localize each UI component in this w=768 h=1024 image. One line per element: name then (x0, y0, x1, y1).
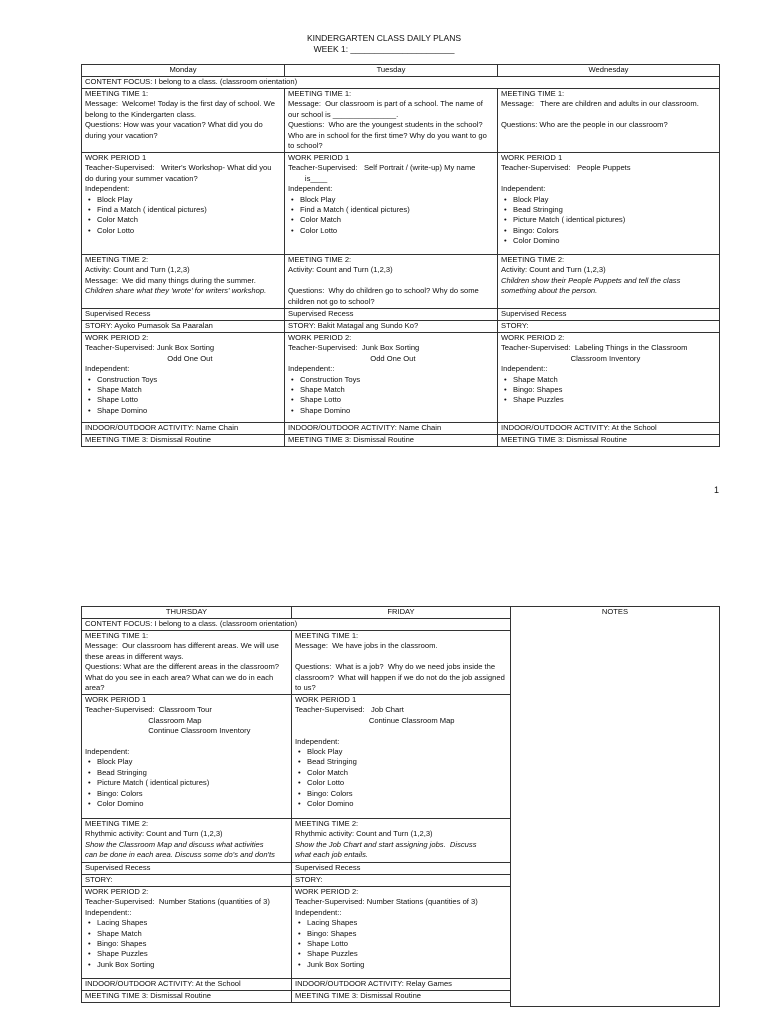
cell-line: area? (85, 683, 105, 693)
cell-line: Odd One Out (85, 353, 213, 363)
week-label: WEEK 1: ______________________ (313, 44, 455, 54)
cell-line: WORK PERIOD 2: (85, 887, 149, 896)
activity-item: • Color Lotto (85, 226, 281, 236)
cell-line: Message: We have jobs in the classroom. (295, 641, 438, 651)
activity-item: • Block Play (501, 195, 716, 205)
work-period-1-cell (285, 153, 498, 255)
meeting-time-2-cell (82, 255, 285, 309)
page-number: 1 (714, 485, 720, 495)
cell-line: Teacher-Supervised: People Puppets (501, 163, 631, 173)
meeting-time-2-cell (285, 255, 498, 309)
work-period-1-cell (292, 695, 511, 819)
activity-item: • Bingo: Colors (295, 789, 507, 799)
cell-line: WORK PERIOD 2: (288, 333, 352, 342)
indoor-outdoor-cell: INDOOR/OUTDOOR ACTIVITY: At the School (82, 979, 292, 991)
activity-item: • Shape Match (85, 929, 288, 939)
cell-line: Teacher-Supervised: Junk Box Sorting (288, 343, 420, 353)
activity-item: • Shape Lotto (288, 395, 494, 405)
activity-item: • Shape Lotto (295, 939, 507, 949)
activity-item: • Picture Match ( identical pictures) (85, 778, 288, 788)
cell-line: Message: Our classroom is part of a school. The name of (288, 99, 483, 109)
indoor-outdoor-cell: INDOOR/OUTDOOR ACTIVITY: Name Chain (285, 423, 498, 435)
cell-line: Continue Classroom Map (295, 715, 455, 725)
activity-list (85, 195, 281, 237)
cell-line: Independent: (85, 364, 130, 374)
cell-line: Teacher-Supervised: Number Stations (quantities of 3) (295, 897, 478, 907)
activity-item: • Shape Puzzles (295, 949, 507, 959)
activity-item: • Shape Domino (85, 406, 281, 416)
activity-list (295, 747, 507, 809)
activity-item: • Construction Toys (288, 375, 494, 385)
recess-cell: Supervised Recess (82, 309, 285, 321)
activity-item: • Color Match (85, 215, 281, 225)
document-title: KINDERGARTEN CLASS DAILY PLANS (307, 33, 461, 43)
cell-line: WORK PERIOD 2: (295, 887, 359, 896)
activity-item: • Shape Lotto (85, 395, 281, 405)
activity-item: • Bingo: Shapes (85, 939, 288, 949)
cell-line: Questions: Who are the youngest students in the school? (288, 120, 483, 130)
activity-item: • Shape Match (501, 375, 716, 385)
cell-italic-line: what each job entails. (295, 850, 369, 860)
cell-italic-line: something about the person. (501, 286, 598, 296)
cell-line: Independent: (295, 736, 340, 746)
cell-line: Activity: Count and Turn (1,2,3) (501, 265, 606, 275)
activity-list (85, 375, 281, 417)
cell-line: these areas in different ways. (85, 651, 184, 661)
cell-line: MEETING TIME 1: (295, 631, 359, 640)
cell-line: Continue Classroom Inventory (85, 726, 251, 736)
activity-item: • Color Match (295, 768, 507, 778)
activity-item: • Color Lotto (288, 226, 494, 236)
activity-item: • Color Domino (501, 236, 716, 246)
cell-line: Classroom Map (85, 715, 202, 725)
header-notes: NOTES (601, 607, 629, 616)
cell-italic-line: can be done in each area. Discuss some do's and don'ts (85, 850, 275, 860)
work-period-2-cell (498, 333, 720, 423)
meeting-time-2-cell (498, 255, 720, 309)
meeting-time-1-cell (82, 89, 285, 153)
cell-line: MEETING TIME 2: (85, 255, 149, 264)
recess-cell: Supervised Recess (82, 863, 292, 875)
cell-line (295, 652, 507, 662)
activity-item: • Find a Match ( identical pictures) (288, 205, 494, 215)
meeting-time-3-cell: MEETING TIME 3: Dismissal Routine (292, 991, 511, 1003)
work-period-2-cell (292, 887, 511, 979)
activity-item: • Bingo: Colors (85, 789, 288, 799)
activity-item: • Bead Stringing (85, 768, 288, 778)
work-period-1-cell (498, 153, 720, 255)
cell-line: Independent:: (501, 364, 548, 374)
cell-line: Activity: Count and Turn (1,2,3) (85, 265, 190, 275)
recess-cell: Supervised Recess (285, 309, 498, 321)
activity-list (288, 195, 494, 237)
cell-line: is____ (288, 173, 328, 183)
cell-line (501, 174, 716, 184)
activity-item: • Lacing Shapes (85, 918, 288, 928)
cell-line: Activity: Count and Turn (1,2,3) (288, 265, 393, 275)
cell-line: children not go to school? (288, 296, 375, 306)
activity-item: • Block Play (288, 195, 494, 205)
cell-line: to us? (295, 683, 316, 693)
meeting-time-1-cell (498, 89, 720, 153)
story-cell: STORY: Ayoko Pumasok Sa Paaralan (82, 321, 285, 333)
activity-list (501, 195, 716, 247)
cell-line: Teacher-Supervised: Job Chart (295, 705, 404, 715)
cell-line: Teacher-Supervised: Labeling Things in the Classroom (501, 343, 688, 353)
cell-line: Independent:: (288, 364, 335, 374)
indoor-outdoor-cell: INDOOR/OUTDOOR ACTIVITY: Name Chain (82, 423, 285, 435)
cell-italic-line: Children share what they 'wrote' for writers' workshop. (85, 286, 267, 296)
cell-line: Independent: (85, 184, 130, 194)
cell-line: Who are in school for the first time? Why do you want to go (288, 130, 487, 140)
header-thursday: THURSDAY (82, 607, 292, 619)
activity-list (85, 918, 288, 970)
page1-plan-table (81, 64, 720, 447)
header-tuesday: Tuesday (285, 65, 498, 77)
activity-item: • Block Play (85, 757, 288, 767)
activity-item: • Color Lotto (295, 778, 507, 788)
activity-item: • Shape Puzzles (85, 949, 288, 959)
cell-line: Questions: Who are the people in our classroom? (501, 120, 668, 130)
cell-italic-line: Children show their People Puppets and tell the class (501, 275, 681, 285)
cell-line: WORK PERIOD 1 (295, 695, 357, 704)
cell-line (85, 737, 288, 747)
meeting-time-3-cell: MEETING TIME 3: Dismissal Routine (498, 435, 720, 447)
activity-item: • Bead Stringing (501, 205, 716, 215)
cell-italic-line: Show the Job Chart and start assigning jobs. Discuss (295, 839, 477, 849)
activity-item: • Block Play (85, 195, 281, 205)
work-period-2-cell (82, 887, 292, 979)
cell-line: WORK PERIOD 1 (85, 695, 147, 704)
cell-line: Questions: What is a job? Why do we need jobs inside the (295, 662, 496, 672)
activity-item: • Picture Match ( identical pictures) (501, 215, 716, 225)
cell-line: Message: Welcome! Today is the first day of school. We (85, 99, 275, 109)
header-wednesday: Wednesday (498, 65, 720, 77)
activity-item: • Find a Match ( identical pictures) (85, 205, 281, 215)
header-monday: Monday (82, 65, 285, 77)
meeting-time-1-cell (285, 89, 498, 153)
cell-line: Rhythmic activity: Count and Turn (1,2,3) (295, 829, 433, 839)
cell-italic-line: Show the Classroom Map and discuss what activities (85, 839, 264, 849)
cell-line: to school? (288, 141, 323, 151)
cell-line: Independent: (85, 747, 130, 757)
activity-item: • Bead Stringing (295, 757, 507, 767)
activity-item: • Lacing Shapes (295, 918, 507, 928)
work-period-2-cell (285, 333, 498, 423)
cell-line: classroom? What will happen if we do not do the job assigned (295, 672, 505, 682)
work-period-2-cell (82, 333, 285, 423)
activity-list (288, 375, 494, 417)
cell-line: WORK PERIOD 1 (501, 153, 563, 162)
meeting-time-1-cell (82, 631, 292, 695)
cell-line: during your vacation? (85, 130, 158, 140)
meeting-time-1-cell (292, 631, 511, 695)
activity-item: • Junk Box Sorting (295, 960, 507, 970)
meeting-time-3-cell: MEETING TIME 3: Dismissal Routine (285, 435, 498, 447)
cell-line: MEETING TIME 2: (501, 255, 565, 264)
story-cell: STORY: Bakit Matagal ang Sundo Ko? (285, 321, 498, 333)
meeting-time-3-cell: MEETING TIME 3: Dismissal Routine (82, 991, 292, 1003)
activity-item: • Construction Toys (85, 375, 281, 385)
cell-line: MEETING TIME 2: (288, 255, 352, 264)
recess-cell: Supervised Recess (292, 863, 511, 875)
page2-plan-table (81, 606, 720, 1007)
work-period-1-cell (82, 695, 292, 819)
activity-list (85, 757, 288, 809)
activity-list (295, 918, 507, 970)
cell-line: WORK PERIOD 1 (85, 153, 147, 162)
indoor-outdoor-cell: INDOOR/OUTDOOR ACTIVITY: Relay Games (292, 979, 511, 991)
activity-list (501, 375, 716, 406)
activity-item: • Color Domino (295, 799, 507, 809)
cell-line: belong to the Kindergarten class. (85, 109, 197, 119)
activity-item: • Block Play (295, 747, 507, 757)
meeting-time-2-cell (82, 819, 292, 863)
recess-cell: Supervised Recess (498, 309, 720, 321)
activity-item: • Bingo: Shapes (501, 385, 716, 395)
indoor-outdoor-cell: INDOOR/OUTDOOR ACTIVITY: At the School (498, 423, 720, 435)
cell-line: Questions: How was your vacation? What did you do (85, 120, 263, 130)
cell-line: Rhythmic activity: Count and Turn (1,2,3) (85, 829, 223, 839)
content-focus: CONTENT FOCUS: I belong to a class. (classroom orientation) (82, 619, 511, 631)
cell-line (295, 726, 507, 736)
cell-line: Teacher-Supervised: Junk Box Sorting (85, 343, 215, 353)
story-cell: STORY: (498, 321, 720, 333)
activity-item: • Shape Domino (288, 406, 494, 416)
cell-line: WORK PERIOD 2: (501, 333, 565, 342)
cell-line: Message: Our classroom has different areas. We will use (85, 641, 279, 651)
activity-item: • Shape Match (85, 385, 281, 395)
header-friday: FRIDAY (292, 607, 511, 619)
cell-line: Independent:: (295, 907, 342, 917)
cell-line: Teacher-Supervised: Classroom Tour (85, 705, 212, 715)
story-cell: STORY: (82, 875, 292, 887)
activity-item: • Bingo: Shapes (295, 929, 507, 939)
cell-line (288, 276, 494, 286)
cell-line (501, 110, 716, 120)
meeting-time-2-cell (292, 819, 511, 863)
cell-line: Message: We did many things during the summer. (85, 275, 256, 285)
cell-line: MEETING TIME 1: (501, 89, 565, 98)
activity-item: • Shape Match (288, 385, 494, 395)
cell-line: Independent: (288, 184, 333, 194)
cell-line: What do you see in each area? What can we do in each (85, 672, 274, 682)
cell-line: Independent: (501, 184, 546, 194)
activity-item: • Color Match (288, 215, 494, 225)
work-period-1-cell (82, 153, 285, 255)
cell-line: Message: There are children and adults in our classroom. (501, 99, 699, 109)
activity-item: • Shape Puzzles (501, 395, 716, 405)
meeting-time-3-cell: MEETING TIME 3: Dismissal Routine (82, 435, 285, 447)
cell-line: Teacher-Supervised: Writer's Workshop- What did you (85, 163, 272, 173)
cell-line: MEETING TIME 1: (288, 89, 352, 98)
cell-line: Classroom Inventory (501, 353, 641, 363)
activity-item: • Bingo: Colors (501, 226, 716, 236)
cell-line: WORK PERIOD 2: (85, 333, 149, 342)
cell-line: do during your summer vacation? (85, 173, 198, 183)
cell-line: Questions: What are the different areas in the classroom? (85, 662, 280, 672)
story-cell: STORY: (292, 875, 511, 887)
notes-column (511, 607, 720, 1007)
cell-line: our school is _______________. (288, 109, 399, 119)
activity-item: • Color Domino (85, 799, 288, 809)
content-focus: CONTENT FOCUS: I belong to a class. (classroom orientation) (82, 77, 720, 89)
cell-line: Questions: Why do children go to school? Why do some (288, 286, 479, 296)
cell-line: Odd One Out (288, 353, 416, 363)
cell-line: Independent:: (85, 907, 132, 917)
cell-line: Teacher-Supervised: Self Portrait / (write-up) My name (288, 163, 476, 173)
cell-line: MEETING TIME 1: (85, 631, 149, 640)
activity-item: • Junk Box Sorting (85, 960, 288, 970)
cell-line: WORK PERIOD 1 (288, 153, 350, 162)
cell-line: Teacher-Supervised: Number Stations (quantities of 3) (85, 897, 270, 907)
cell-line: MEETING TIME 2: (295, 819, 359, 828)
cell-line: MEETING TIME 2: (85, 819, 149, 828)
cell-line: MEETING TIME 1: (85, 89, 149, 98)
